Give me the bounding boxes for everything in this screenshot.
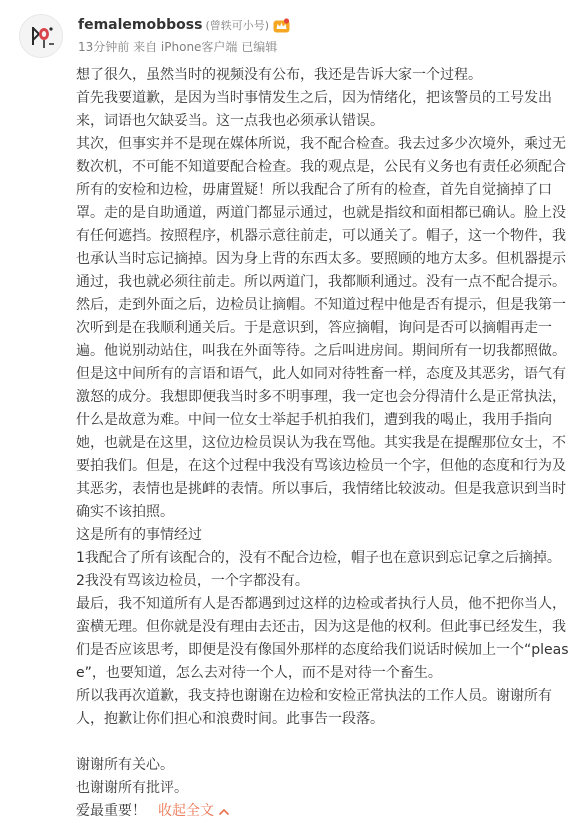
- post-content: [76, 64, 574, 823]
- post-meta: [78, 38, 277, 56]
- paragraph-account: 其次，但事实并不是现在媒体所说，我不配合检查。我去过多少次境外，乘过无数次机，不可能不知道要配合检查。我的观点是，公民有义务也有责任必须配合所有的安检和边检，毋庸置疑！所以我配合了所有的检查，首先自觉摘掉了口罩。走的是自助通道，两道门都显示通过，也就是指纹和面相都已确认。脸上没有任何遮挡。按照程序，机器示意往前走，可以通关了。帽子，这一个物件，我也承认当时忘记摘掉。因为身上背的东西太多。要照顾的地方太多。但机器提示通过，我也就必须往前走。所以两道门，我都顺利通过。没有一点不配合提示。然后，走到外面之后，边检员让摘帽。不知道过程中他是否有提示，但是我第一次听到是在我顺利通关后。于是意识到，答应摘帽，询问是否可以摘帽再走一遍。他说别动站住，叫我在外面等待。之后叫进房间。期间所有一切我都照做。但是这中间所有的言语和语气，此人如同对待牲畜一样，态度及其恶劣，语气有激怒的成分。我想即便我当时多不明事理，我一定也会分得清什么是正常执法，什么是故意为难。中间一位女士举起手机拍我们，遭到我的喝止，我用手指向她，也就是在这里，这位边检员误认为我在骂他。其实我是在提醒那位女士，不要拍我们。但是，在这个过程中我没有骂该边检员一个字，但他的态度和行为及其恶劣，表情也是挑衅的表情。所以事后，我情绪比较波动。但是我意识到当时确实不该拍照。: [76, 136, 566, 520]
- avatar-image: [20, 15, 62, 57]
- collapse-label: 收起全文: [158, 803, 214, 819]
- paragraph-spacer: [76, 731, 574, 754]
- paragraph-point-1: 1我配合了所有该配合的，没有不配合边检，帽子也在意识到忘记拿之后摘掉。: [76, 550, 561, 566]
- closing-text: 爱最重要！: [76, 803, 146, 819]
- paragraph-reapology: 所以我再次道歉，我支持也谢谢在边检和安检正常执法的工作人员。谢谢所有人，抱歉让你们担心和浪费时间。此事告一段落。: [76, 688, 552, 727]
- collapse-button[interactable]: [158, 800, 230, 823]
- paragraph-finally: 最后，我不知道所有人是否都遇到过这样的边检或者执行人员，他不把你当人，蛮横无理。但你就是没有理由去还击，因为这是他的权利。但此事已经发生，我们是否应该思考，即便是没有像国外那样的态度给我们说话时候加上一个“please”，也要知道，怎么去对待一个人，而不是对待一个畜生。: [76, 596, 569, 681]
- author-line: [78, 14, 290, 36]
- author-name[interactable]: femalemobboss: [78, 17, 203, 33]
- avatar[interactable]: [19, 14, 63, 58]
- edited-label[interactable]: 已编辑: [241, 40, 278, 54]
- paragraph-thanks-care: 谢谢所有关心。: [76, 757, 174, 773]
- paragraph-point-2: 2我没有骂该边检员，一个字都没有。: [76, 573, 309, 589]
- crown-vip-icon[interactable]: [273, 18, 290, 33]
- closing-line: [76, 800, 574, 823]
- paragraph-summary-heading: 这是所有的事情经过: [76, 527, 202, 543]
- chevron-up-icon: [218, 808, 230, 816]
- author-remark: (曾轶可小号): [205, 19, 270, 32]
- paragraph-intro: 想了很久，虽然当时的视频没有公布，我还是告诉大家一个过程。: [76, 67, 482, 83]
- post-source: 来自 iPhone客户端: [133, 40, 238, 54]
- post-time[interactable]: 13分钟前: [78, 40, 130, 54]
- paragraph-apology: 首先我要道歉，是因为当时事情发生之后，因为情绪化，把该警员的工号发出来，词语也欠缺妥当。这一点我也必须承认错误。: [76, 90, 552, 129]
- paragraph-thanks-criticism: 也谢谢所有批评。: [76, 780, 188, 796]
